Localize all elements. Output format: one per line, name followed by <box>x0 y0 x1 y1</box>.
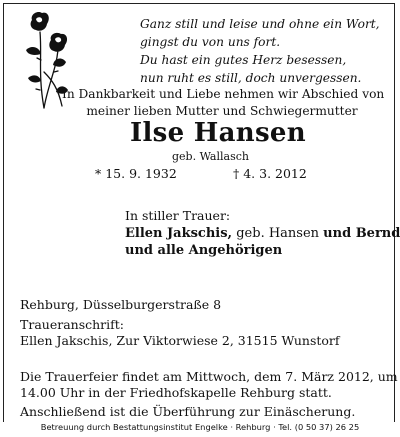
mourners-line-1 <box>125 226 400 241</box>
residence-address: Rehburg, Düsselburgerstraße 8 <box>20 297 222 312</box>
funeral-line: Anschließend ist die Überführung zur Einäscherung. <box>20 404 356 419</box>
poem <box>140 15 380 87</box>
mourners-heading: In stiller Trauer: <box>125 208 231 223</box>
intro-line: meiner lieben Mutter und Schwiegermutter <box>86 104 358 118</box>
mourning-address-value: Ellen Jakschis, Zur Viktorwiese 2, 31515 Wunstorf <box>20 333 340 348</box>
maiden-name: geb. Wallasch <box>172 150 249 163</box>
footer-text: Betreuung durch Bestattungsinstitut Engelke · Rehburg · Tel. (0 50 37) 26 25 <box>38 422 363 432</box>
mourners-line-2: und alle Angehörigen <box>125 243 283 258</box>
death-date: † 4. 3. 2012 <box>233 166 307 181</box>
mourner-nee: geb. Hansen <box>232 226 324 241</box>
poem-line: nun ruht es still, doch unvergessen. <box>140 71 362 85</box>
poem-line: Ganz still und leise und ohne ein Wort, <box>140 17 380 31</box>
intro-line: In Dankbarkeit und Liebe nehmen wir Abschied von <box>62 87 385 101</box>
funeral-line: 14.00 Uhr in der Friedhofskapelle Rehburg statt. <box>20 385 332 400</box>
deceased-name: Ilse Hansen <box>130 118 306 148</box>
mourning-address-label: Traueranschrift: <box>20 317 124 332</box>
intro-text <box>62 86 385 120</box>
poem-line: gingst du von uns fort. <box>140 35 281 49</box>
birth-date: * 15. 9. 1932 <box>95 166 177 181</box>
poem-line: Du hast ein gutes Herz besessen, <box>140 53 347 67</box>
funeral-line: Die Trauerfeier findet am Mittwoch, dem 7. März 2012, um <box>20 369 398 384</box>
footer <box>0 422 400 432</box>
mourner-partner: und Bernd <box>323 226 400 241</box>
mourner-name: Ellen Jakschis, <box>125 226 233 241</box>
